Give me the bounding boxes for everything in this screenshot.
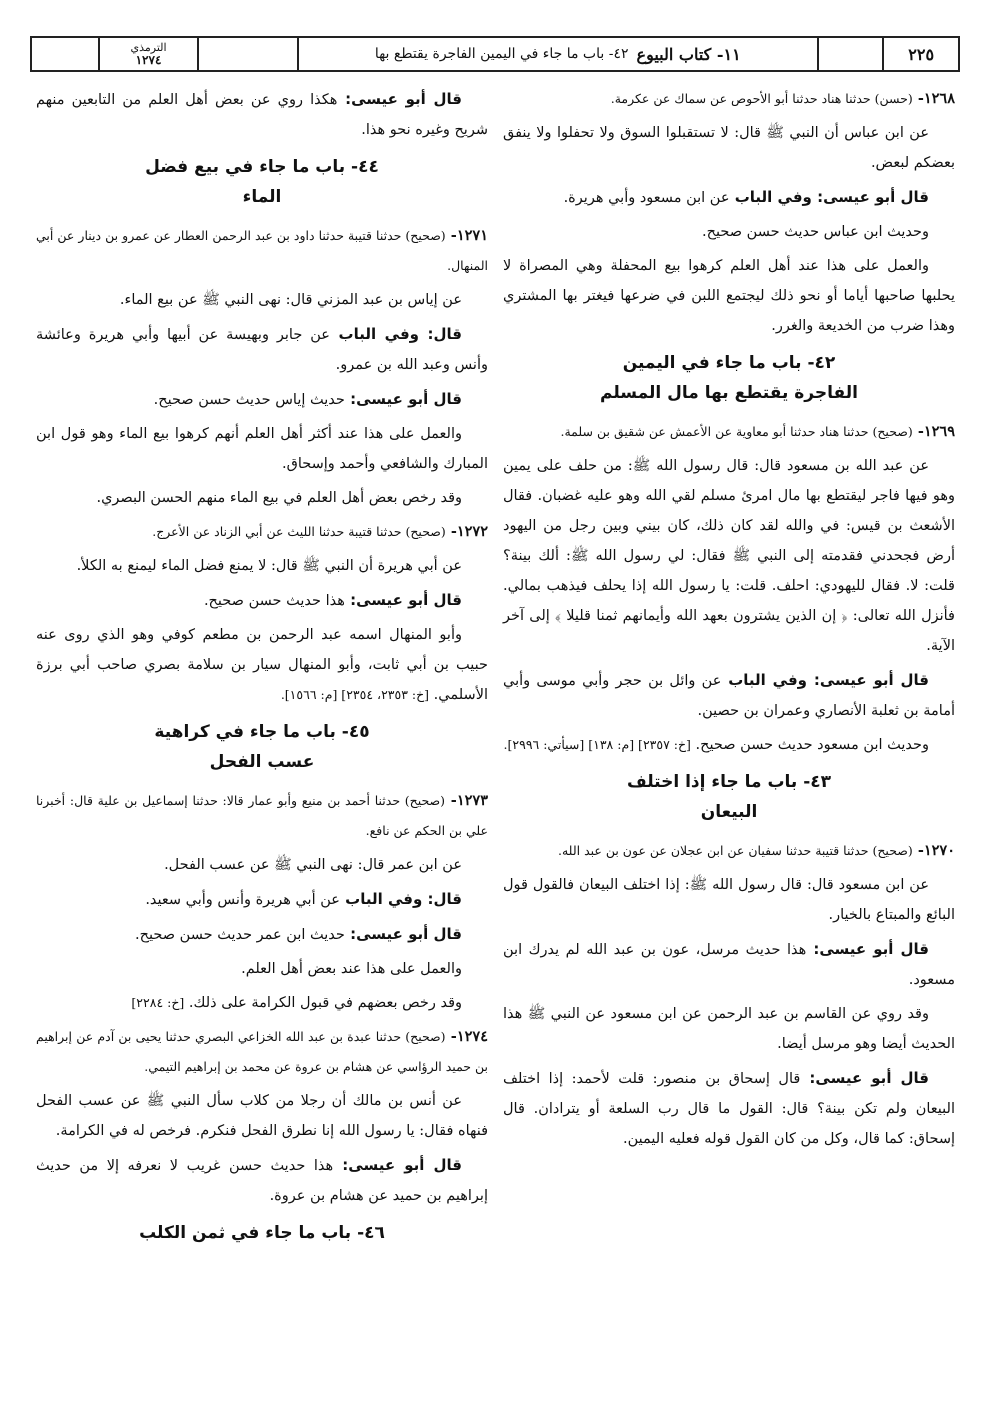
header-empty-cell-2 — [199, 38, 299, 70]
header-rect-label: الترمذي — [130, 41, 167, 54]
hadith-1272-isnad: ١٢٧٢- (صحيح) حدثنا قتيبة حدثنا الليث عن أبي الزناد عن الأعرج. — [152, 523, 488, 540]
hadith-1271-isnad: ١٢٧١- (صحيح) حدثنا قتيبة حدثنا داود بن عبد الرحمن العطار عن عمرو بن دينار عن أبي المنهال. — [36, 227, 488, 273]
hadith-1272-note: وأبو المنهال اسمه عبد الرحمن بن مطعم كوفي وهو الذي روى عنه حبيب بن أبي ثابت، وأبو المنهال سيار بن سلامة بصري صاحب أبي برزة الأسلمي. [خ: ٢٣٥٣، ٢٣٥٤] [م: ١٥٦٦]. — [36, 627, 488, 703]
hadith-1274-matn: عن أنس بن مالك أن رجلا من كلاب سأل النبي ﷺ عن عسب الفحل فنهاه فقال: يا رسول الله إنا نطرق الفحل فنكرم. فرخص له في الكرامة. — [36, 1093, 488, 1139]
header-empty-cell — [32, 38, 100, 70]
hadith-1271-commentary: والعمل على هذا عند أكثر أهل العلم أنهم كرهوا بيع الماء وهو قول ابن المبارك والشافعي وأحمد وإسحاق. — [36, 426, 488, 472]
hadith-1274-isnad: ١٢٧٤- (صحيح) حدثنا عبدة بن عبد الله الخزاعي البصري حدثنا يحيى بن آدم عن إبراهيم بن حميد الرؤاسي عن هشام بن عروة عن محمد بن إبراهيم التيمي. — [36, 1028, 488, 1074]
hadith-1269-grade: وحديث ابن مسعود حديث حسن صحيح. [خ: ٢٣٥٧] [م: ١٣٨] [سيأتي: ٢٩٩٦]. — [503, 737, 929, 753]
hadith-1271-note: وقد رخص بعض أهل العلم في بيع الماء منهم الحسن البصري. — [96, 490, 462, 506]
hadith-1273-note: وقد رخص بعضهم في قبول الكرامة على ذلك. [خ: ٢٢٨٤] — [131, 995, 462, 1011]
hadith-1268-bab: قال أبو عيسى: وفي الباب عن ابن مسعود وأبي هريرة. — [563, 188, 929, 206]
hadith-1273-matn: عن ابن عمر قال: نهى النبي ﷺ عن عسب الفحل. — [164, 857, 462, 873]
hadith-1272-matn: عن أبي هريرة أن النبي ﷺ قال: لا يمنع فضل الماء ليمنع به الكلأ. — [76, 558, 462, 574]
hadith-1268-commentary: والعمل على هذا عند أهل العلم كرهوا بيع المحفلة وهي المصراة لا يحلبها صاحبها أياما أو نحو ذلك ليجتمع اللبن في ضرعها فيغتر بها المشتري وهذا ضرب من الخديعة والغرر. — [503, 258, 955, 334]
chapter-heading-45: ٤٥- باب ما جاء في كراهية عسب الفحل — [154, 722, 370, 772]
hadith-1270-comment: قال أبو عيسى: هذا حديث مرسل، عون بن عبد الله لم يدرك ابن مسعود. — [503, 940, 955, 988]
chapter-heading-43: ٤٣- باب ما جاء إذا اختلف البيعان — [626, 772, 832, 822]
hadith-1269-bab: قال أبو عيسى: وفي الباب عن وائل بن حجر وأبي موسى وأبي أمامة بن ثعلبة الأنصاري وعمران بن حصين. — [503, 671, 955, 719]
hadith-1270-note: وقد روي عن القاسم بن عبد الرحمن عن ابن مسعود عن النبي ﷺ هذا الحديث أيضا وهو مرسل أيضا. — [503, 1006, 955, 1052]
hadith-1269-isnad: ١٢٦٩- (صحيح) حدثنا هناد حدثنا أبو معاوية عن الأعمش عن شقيق بن سلمة. — [560, 423, 955, 440]
hadith-1274-grade: قال أبو عيسى: هذا حديث حسن غريب لا نعرفه إلا من حديث إبراهيم بن حميد عن هشام بن عروة. — [36, 1156, 488, 1204]
right-column — [503, 84, 955, 1158]
book-title: ١١- كتاب البيوع — [636, 44, 741, 64]
hadith-1270-ishaq: قال أبو عيسى: قال إسحاق بن منصور: قلت لأحمد: إذا اختلف البيعان ولم تكن بينة؟ قال: القول ما قال رب السلعة أو يترادان. قال إسحاق: كما قال، وكل من كان القول قوله فعليه اليمين. — [503, 1069, 955, 1147]
hadith-1269-matn: عن عبد الله بن مسعود قال: قال رسول الله ﷺ: من حلف على يمين وهو فيها فاجر ليقتطع بها مال امرئ مسلم لقي الله وهو عليه غضبان. فقال الأشعث بن قيس: في والله لقد كان ذلك، كان بيني وبين رجل من اليهود أرض فجحدني فقدمته إلى النبي ﷺ فقال: لي رسول الله ﷺ: ألك بينة؟ قلت: لا. فقال لليهودي: احلف. قلت: يا رسول الله إذا يحلف فيذهب بمالي. فأنزل الله تعالى: ﴿ إن الذين يشترون بعهد الله وأيمانهم ثمنا قليلا ﴾ إلى آخر الآية. — [503, 458, 955, 654]
left-column — [36, 84, 488, 1257]
header-empty-cell-3 — [819, 38, 885, 70]
chapter-heading-46: ٤٦- باب ما جاء في ثمن الكلب — [139, 1223, 385, 1243]
chapter-heading-44: ٤٤- باب ما جاء في بيع فضل الماء — [145, 157, 379, 207]
header-rectangle-ref — [100, 38, 200, 70]
hadith-1268-matn: عن ابن عباس أن النبي ﷺ قال: لا تستقبلوا السوق ولا تحفلوا ولا ينفق بعضكم لبعض. — [503, 125, 955, 171]
chapter-heading-42: ٤٢- باب ما جاء في اليمين الفاجرة يقتطع بها مال المسلم — [600, 353, 858, 403]
hadith-1270-matn: عن ابن مسعود قال: قال رسول الله ﷺ: إذا اختلف البيعان فالقول قول البائع والمبتاع بالخيار. — [503, 877, 955, 923]
hadith-1268-isnad: ١٢٦٨- (حسن) حدثنا هناد حدثنا أبو الأحوص عن سماك عن عكرمة. — [610, 90, 955, 107]
hadith-1271-bab: قال: وفي الباب عن جابر وبهيسة عن أبيها وأبي هريرة وعائشة وأنس وعبد الله بن عمرو. — [36, 325, 488, 373]
hadith-1272-grade: قال أبو عيسى: هذا حديث حسن صحيح. — [203, 591, 462, 609]
left-top-comment: قال أبو عيسى: هكذا روي عن بعض أهل العلم من التابعين منهم شريح وغيره نحو هذا. — [36, 90, 488, 138]
header-rect-number: ١٢٧٤ — [135, 53, 162, 67]
hadith-1268-grade: وحديث ابن عباس حديث حسن صحيح. — [702, 224, 929, 240]
hadith-1271-grade: قال أبو عيسى: حديث إياس حديث حسن صحيح. — [153, 390, 462, 408]
hadith-1273-commentary: والعمل على هذا عند بعض أهل العلم. — [241, 961, 462, 977]
hadith-1271-matn: عن إياس بن عبد المزني قال: نهى النبي ﷺ عن بيع الماء. — [119, 292, 462, 308]
hadith-1273-grade: قال أبو عيسى: حديث ابن عمر حديث حسن صحيح. — [135, 925, 462, 943]
page-number: ٢٢٥ — [908, 44, 935, 64]
hadith-1273-bab: قال: وفي الباب عن أبي هريرة وأنس وأبي سعيد. — [145, 890, 462, 908]
hadith-1273-isnad: ١٢٧٣- (صحيح) حدثنا أحمد بن منيع وأبو عمار قالا: حدثنا إسماعيل بن علية قال: أخبرنا علي بن الحكم عن نافع. — [36, 792, 488, 838]
header-titles — [299, 38, 819, 70]
running-header — [30, 36, 960, 72]
chapter-running-title: ٤٢- باب ما جاء في اليمين الفاجرة يقتطع بها — [374, 46, 629, 62]
hadith-1270-isnad: ١٢٧٠- (صحيح) حدثنا قتيبة حدثنا سفيان عن ابن عجلان عن عون بن عبد الله. — [558, 842, 955, 859]
